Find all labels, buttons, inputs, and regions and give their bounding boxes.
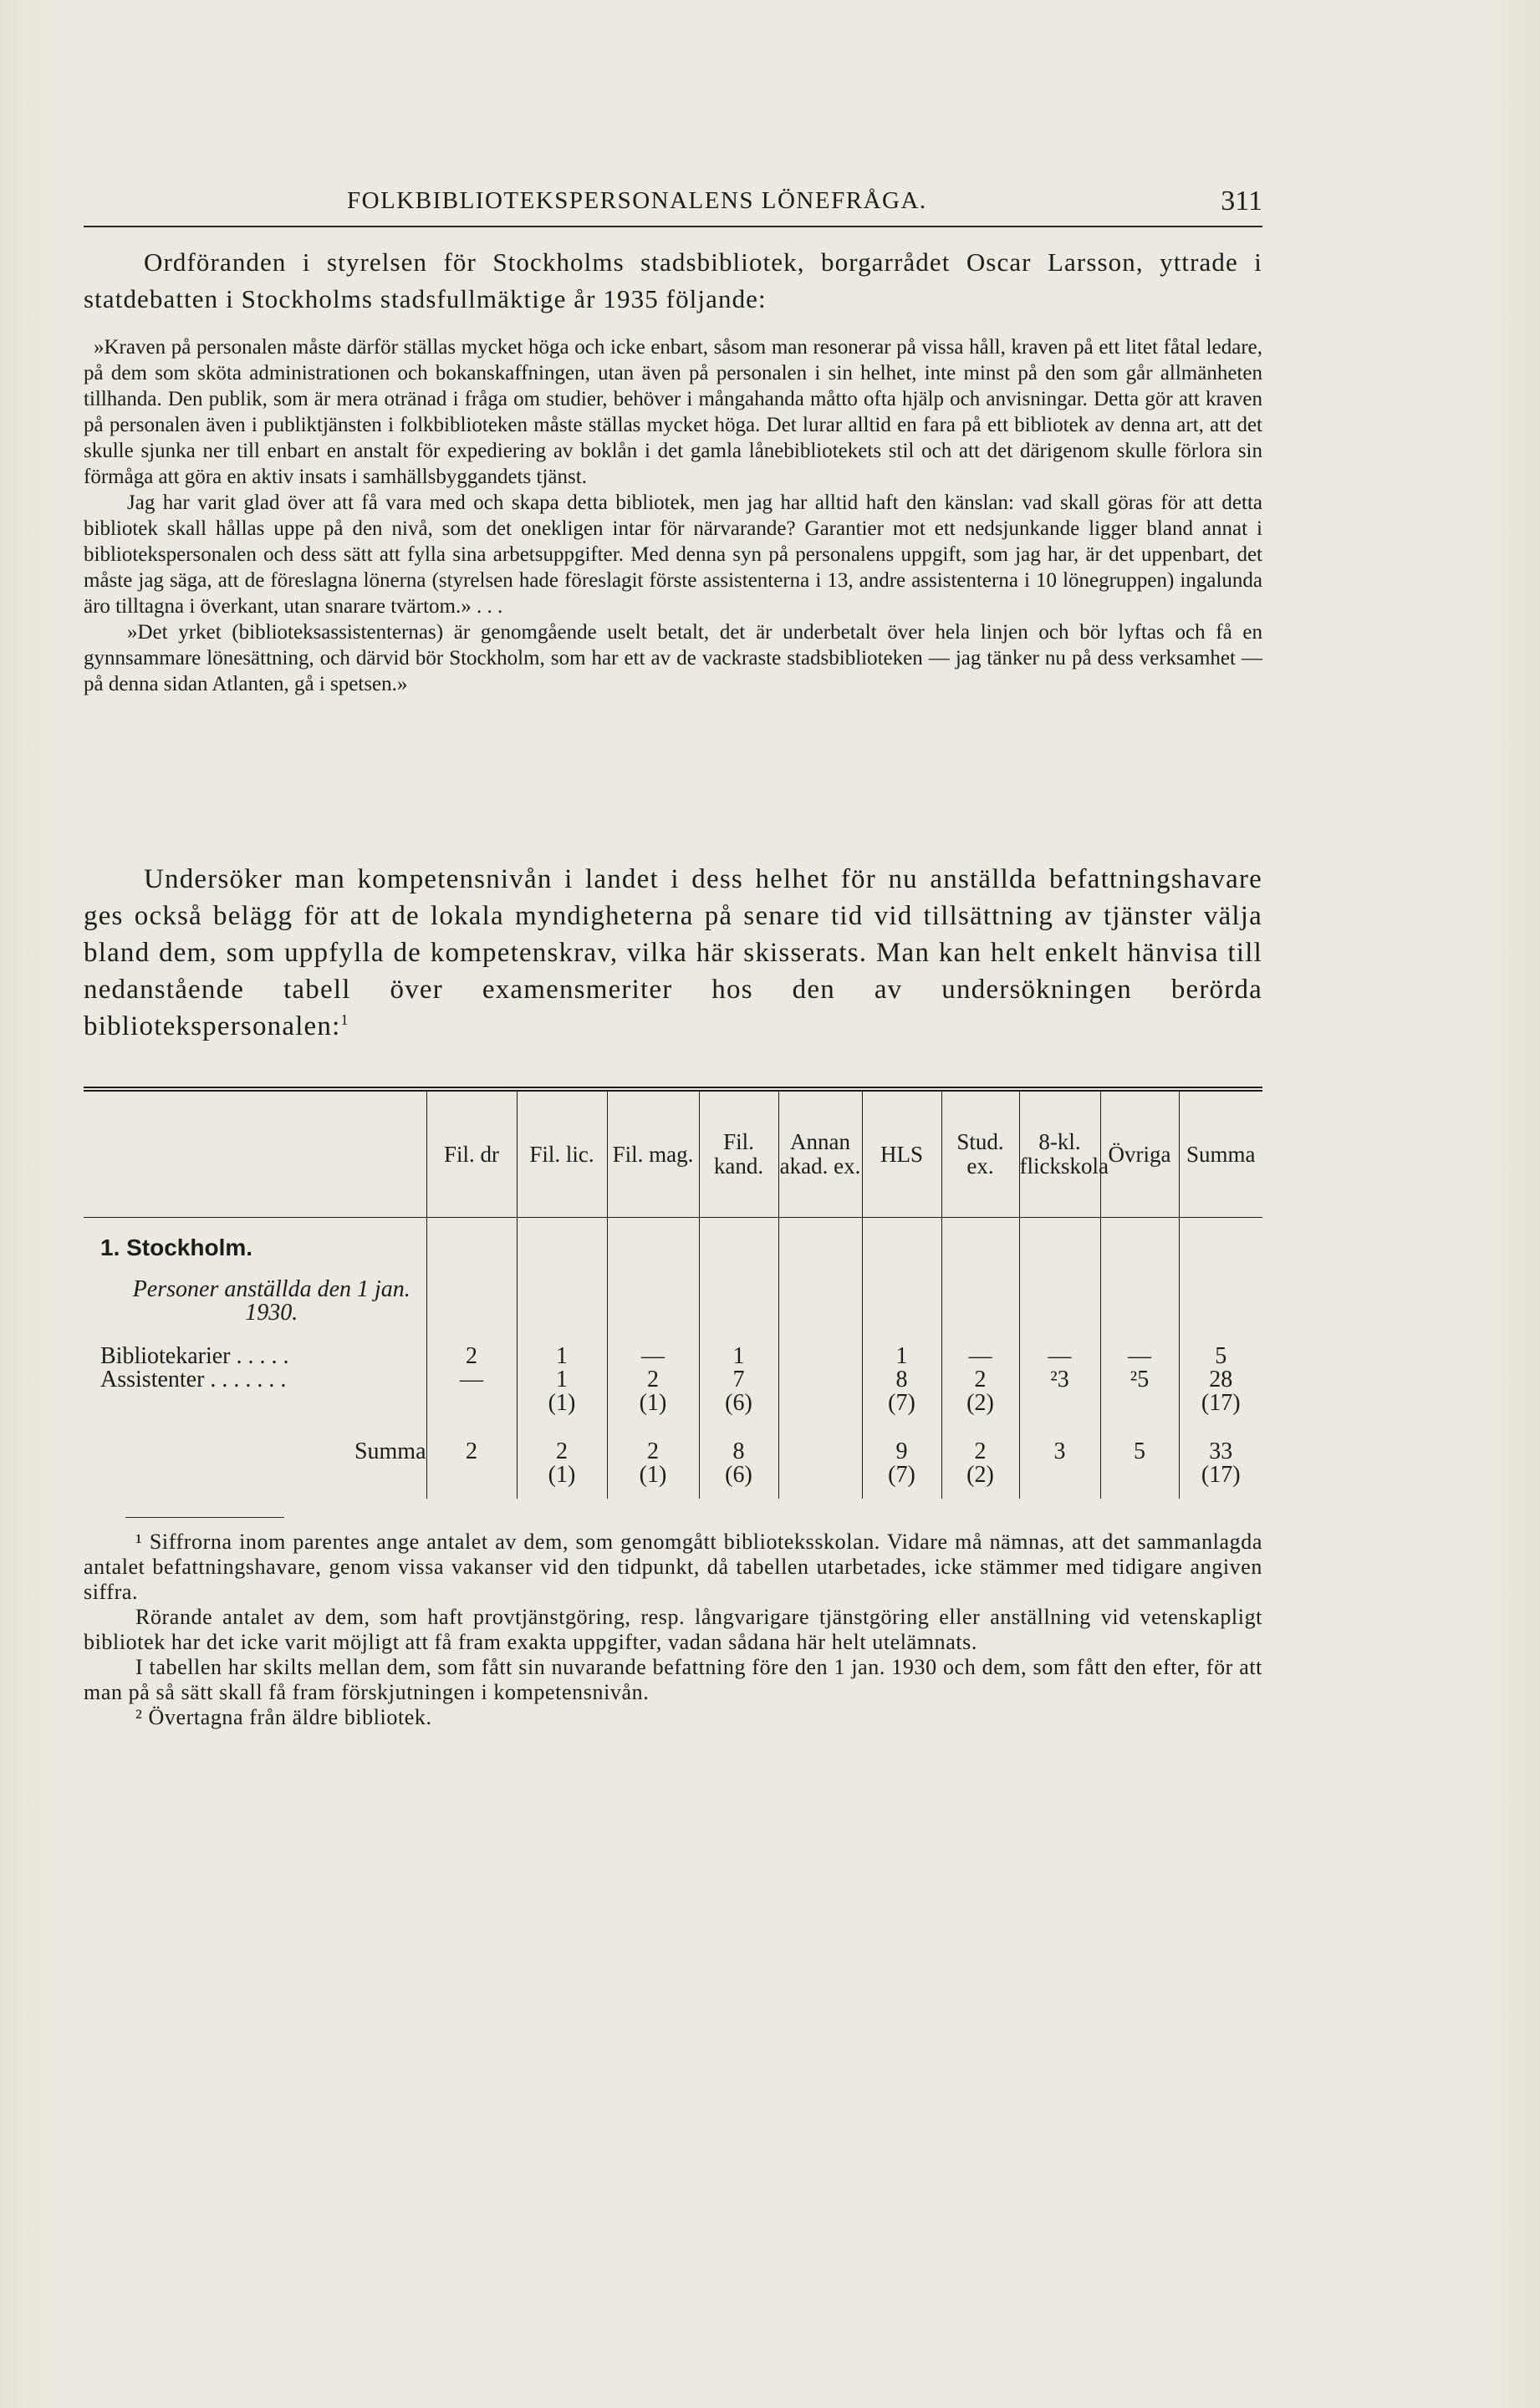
table-cell: 1 xyxy=(699,1345,778,1368)
table-cell-sub: (17) xyxy=(1179,1392,1262,1415)
col-header: Fil. lic. xyxy=(517,1089,607,1218)
section-title-row xyxy=(84,1218,1262,1279)
header-corner xyxy=(84,1089,426,1218)
table-cell: 1 xyxy=(517,1368,607,1392)
footnote-ref-1: 1 xyxy=(340,1011,349,1028)
summa-label: Summa xyxy=(354,1438,426,1464)
col-header: Fil. kand. xyxy=(699,1089,778,1218)
table-cell: — xyxy=(941,1345,1019,1368)
table-cell: 1 xyxy=(517,1345,607,1368)
table-cell-sub: (7) xyxy=(862,1392,941,1415)
page-header xyxy=(84,184,1262,227)
table-cell-sub xyxy=(1100,1392,1179,1415)
col-header: Fil. dr xyxy=(426,1089,517,1218)
quote-paragraph-1: »Kraven på personalen måste därför ställas mycket höga och icke enbart, såsom man resonerar på vissa håll, kraven på ett litet fåtal ledare, på dem som sköta administrationen och bokanskaffningen, utan även på personalen i sin helhet, inte minst på den som går allmänheten tillhanda. Den publik, som är mera otränad i fråga om studier, behöver i mångahanda måtto ofta hjälp och anvisningar. Detta gör att kraven på personalen även i publiktjänsten i folkbiblioteken måste ställas mycket höga. Det lurar alltid en fara på ett bibliotek av denna art, att det skulle sjunka ner till enbart en anstalt för expediering av boklån i det gamla lånebibliotekets stil och att det därigenom skulle förlora sin förmåga att göra en aktiv insats i samhällsbyggandets tjänst. xyxy=(84,336,1262,488)
page-number: 311 xyxy=(1221,186,1262,216)
footnote-2: ² Övertagna från äldre bibliotek. xyxy=(135,1705,432,1729)
table-cell: ²3 xyxy=(1019,1368,1100,1392)
col-header: 8-kl. flickskola xyxy=(1019,1089,1100,1218)
footnote-1-cont-b: I tabellen har skilts mellan dem, som fått sin nuvarande befattning före den 1 jan. 1930 och dem, som fått den efter, för att man på så sätt skall få fram förskjutningen i kompetensnivån. xyxy=(84,1655,1262,1704)
summa-cell: 8 (6) xyxy=(699,1440,778,1499)
row-label: Bibliotekarier . . . . . xyxy=(100,1343,289,1369)
summa-cell: 2 (1) xyxy=(607,1440,699,1499)
body-text: Undersöker man kompetensnivån i landet i dess helhet för nu anställda befattningshavare ges också belägg för att de lokala myndigheterna på senare tid vid tillsättning av tjänster välja bland dem, som uppfylla de kompetenskrav, vilka här skisserats. Man kan helt enkelt hänvisa till nedanstående tabell över examensmeriter hos den av undersökningen berörda bibliotekspersonalen: xyxy=(84,864,1262,1041)
table-cell xyxy=(778,1345,862,1368)
qualifications-table-wrapper xyxy=(84,1087,1262,1488)
table-cell: — xyxy=(607,1345,699,1368)
table-cell: 2 xyxy=(607,1368,699,1392)
table-cell: 7 xyxy=(699,1368,778,1392)
col-header: Annan akad. ex. xyxy=(778,1089,862,1218)
table-cell: 5 xyxy=(1179,1345,1262,1368)
summa-row xyxy=(84,1440,1262,1499)
spacer-row xyxy=(84,1415,1262,1440)
table-row xyxy=(84,1345,1262,1368)
table-cell: — xyxy=(1019,1345,1100,1368)
footnotes xyxy=(84,1530,1262,1730)
table-cell-sub: (1) xyxy=(517,1392,607,1415)
table-cell-sub xyxy=(1019,1392,1100,1415)
summa-cell: 3 xyxy=(1019,1440,1100,1499)
table-cell-sub xyxy=(426,1392,517,1415)
table-cell: 2 xyxy=(941,1368,1019,1392)
footnote-1: ¹ Siffrorna inom parentes ange antalet av dem, som genomgått biblioteksskolan. Vidare må nämnas, att det sammanlagda antalet befattningshavare, genom vissa vakanser vid den tidpunkt, då tabellen utarbetades, icke stämmer med tidigare angiven siffra. xyxy=(84,1530,1262,1604)
summa-cell: 9 (7) xyxy=(862,1440,941,1499)
col-header: Fil. mag. xyxy=(607,1089,699,1218)
quotation-block xyxy=(84,334,1262,697)
row-label: Assistenter . . . . . . . xyxy=(100,1367,287,1392)
table-cell xyxy=(778,1368,862,1392)
col-header: Stud. ex. xyxy=(941,1089,1019,1218)
summa-cell: 2 xyxy=(426,1440,517,1499)
summa-cell: 2 (2) xyxy=(941,1440,1019,1499)
quote-paragraph-3: »Det yrket (biblioteksassistenternas) är genomgående uselt betalt, det är underbetalt över hela linjen och bör lyftas och få en gynnsammare lönesättning, och därvid bör Stockholm, som har ett av de vackraste stadsbiblioteken — jag tänker nu på dess verksamhet — på denna sidan Atlanten, gå i spetsen.» xyxy=(84,621,1262,695)
table-cell: 28 xyxy=(1179,1368,1262,1392)
table-cell-sub: (2) xyxy=(941,1392,1019,1415)
table-cell: 1 xyxy=(862,1345,941,1368)
summa-cell: 2 (1) xyxy=(517,1440,607,1499)
table-cell: ²5 xyxy=(1100,1368,1179,1392)
summa-cell xyxy=(778,1440,862,1499)
table-cell-sub: (6) xyxy=(699,1392,778,1415)
table-cell-sub xyxy=(778,1392,862,1415)
footnote-1-cont-a: Rörande antalet av dem, som haft provtjänstgöring, resp. långvarigare tjänstgöring eller anställning vid vetenskapligt bibliotek har det icke varit möjligt att få fram exakta uppgifter, vadan sådana här helt utelämnats. xyxy=(84,1605,1262,1654)
col-header: HLS xyxy=(862,1089,941,1218)
table-cell: — xyxy=(1100,1345,1179,1368)
body-paragraph xyxy=(84,861,1262,1045)
table-cell: 8 xyxy=(862,1368,941,1392)
summa-cell: 5 xyxy=(1100,1440,1179,1499)
subtitle-row xyxy=(84,1278,1262,1345)
col-header: Summa xyxy=(1179,1089,1262,1218)
quote-paragraph-2: Jag har varit glad över att få vara med och skapa detta bibliotek, men jag har alltid haft den känslan: vad skall göras för att detta bibliotek skall hållas uppe på den nivå, som det onekligen intar för närvarande? Garantier mot ett nedsjunkande ligger bland annat i bibliotekspersonalen och dess sätt att fylla sina arbetsuppgifter. Med denna syn på personalens uppgift, som jag har, är det uppenbart, det måste jag säga, att de föreslagna lönerna (styrelsen hade föreslagit förste assistenterna i 13, andre assistenterna i 10 lönegruppen) ingalunda äro tilltagna i överkant, utan snarare tvärtom.» . . . xyxy=(84,491,1262,618)
table-cell: 2 xyxy=(426,1345,517,1368)
table-row xyxy=(84,1368,1262,1392)
section-title: 1. Stockholm. xyxy=(100,1235,253,1260)
intro-paragraph: Ordföranden i styrelsen för Stockholms stadsbibliotek, borgarrådet Oscar Larsson, yttrade i statdebatten i Stockholms stadsfullmäktige år 1935 följande: xyxy=(84,247,1262,313)
section-subtitle: Personer anställda den 1 jan. 1930. xyxy=(132,1276,410,1326)
col-header: Övriga xyxy=(1100,1089,1179,1218)
qualifications-table xyxy=(84,1087,1262,1499)
table-subrow xyxy=(84,1392,1262,1415)
table-cell-sub: (1) xyxy=(607,1392,699,1415)
summa-cell: 33 (17) xyxy=(1179,1440,1262,1499)
table-cell: — xyxy=(426,1368,517,1392)
running-title: FOLKBIBLIOTEKSPERSONALENS LÖNEFRÅGA. xyxy=(347,187,927,214)
footnote-divider xyxy=(125,1517,284,1518)
table-header-row xyxy=(84,1089,1262,1218)
